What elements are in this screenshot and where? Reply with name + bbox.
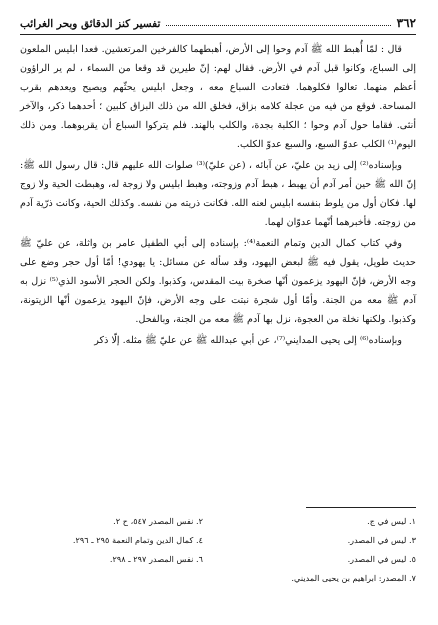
footnote: ٣. ليس في المصدر. xyxy=(347,535,416,545)
running-title: تفسير كنز الدقائق وبحر الغرائب xyxy=(20,18,161,30)
footnote: ٢. نفس المصدر ٥٤٧، ح ٢. xyxy=(113,516,203,526)
footnote: ٥. ليس في المصدر. xyxy=(347,554,416,564)
footnotes xyxy=(20,512,416,588)
paragraph: وبإسناده⁽⁶⁾ إلى يحيى المدايني⁽⁷⁾، عن أبي عبدالله ﷺ عن عليّ ﷺ مثله. إلّا ذكر xyxy=(94,335,402,346)
body-text xyxy=(20,40,416,350)
page-header xyxy=(20,14,416,30)
footnote: ١. ليس في ج. xyxy=(367,516,416,526)
header-rule xyxy=(20,34,416,35)
paragraph: وبإسناده⁽²⁾ إلى زيد بن عليّ، عن آبائه ، (عن عليّ)⁽³⁾ صلوات الله عليهم قال: قال رسول الله ﷺ: إنّ الله ﷺ حين أمر آدم أن يهبط ، هبط آدم وزوجته، وهبط ابليس ولا زوجة له، وهبطت الحية ولا زوج لها. فكان أول من يلوط بنفسه ابليس لعنه الله. فكانت ذريته من نفسه. وكذلك الحية، وكانت ذرّية آدم من زوجته. فأخبرهما أنّهما عدوّان لهما. xyxy=(20,160,416,228)
footnote: ٤. كمال الدين وتمام النعمة ٢٩٥ ـ ٢٩٦. xyxy=(72,535,203,545)
page-number: ٣٦٢ xyxy=(396,16,416,30)
footnote-rule xyxy=(306,507,416,508)
paragraph: قال : لمّا أُهبط الله ﷺ آدم وحوا إلى الأرض، أهبطهما كالفرخين المرتعشين. فعدا ابليس الملعون إلى السباع، وكانوا قبل آدم في الأرض. فقال لهم: إنّ طيرين قد وقعا من السماء ، لم ير الراؤون أعظم منهما. تعالوا فكلوهما. فتعادت السباع معه ، وجعل ابليس يحثّهم ويصيح ويعدهم بقرب المساحة. فوقع من فيه من عجلة كلامه بزاق، فخلق الله من ذلك البزاق كلبين ؛ أحدهما ذكر، والآخر أنثى. فقاما حول آدم وحوا ؛ الكلبة بجدة، والكلب بالهند. فلم يتركوا السباع أن يقربوهما. ومن ذلك اليوم⁽¹⁾ الكلب عدوّ السبع، والسبع عدوّ الكلب. xyxy=(20,44,416,150)
footnote: ٦. نفس المصدر ٢٩٧ ـ ٢٩٨. xyxy=(109,554,203,564)
header-dot-leader xyxy=(166,25,390,26)
footnote: ٧. المصدر: ابراهيم بن يحيى المديني. xyxy=(291,573,416,583)
paragraph: وفي كتاب كمال الدين وتمام النعمة⁽⁴⁾: بإسناده إلى أبي الطفيل عامر بن واثلة، عن عليّ ﷺ حديث طويل، يقول فيه ﷺ لبعض اليهود، وقد سأله عن مسائل: يا يهودي! أمّا أول حجر وضع على وجه الأرض، فإنّ اليهود يزعمون أنّها صخرة بيت المقدس، وكذبوا. ولكن الحجر الأسود الذي⁽⁵⁾ نزل به آدم ﷺ معه من الجنة. وأمّا أول شجرة نبتت على وجه الأرض، فإنّ اليهود يزعمون أنّها الزيتونة، وكذبوا. ولكنها نخلة من العجوة، نزل بها آدم ﷺ معه من الجنة، وبالفحل. xyxy=(20,238,416,325)
